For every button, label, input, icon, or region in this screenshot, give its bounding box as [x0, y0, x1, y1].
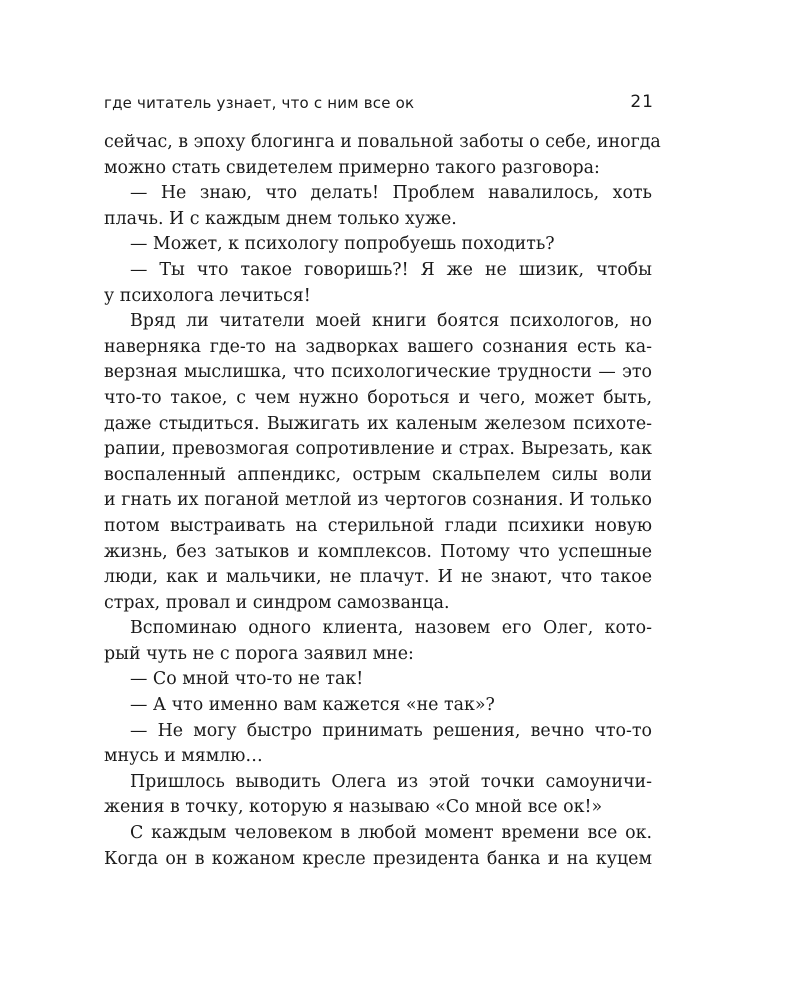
text-line: С каждым человеком в любой момент времени все ок. [130, 823, 652, 844]
text-line: верзная мыслишка, что психологические трудности — это [104, 362, 652, 383]
text-line: жизнь, без затыков и комплексов. Потому что успешные [104, 541, 652, 562]
text-line: — А что именно вам кажется «не так»? [130, 695, 495, 716]
text-line: — Не знаю, что делать! Проблем навалилось, хоть [130, 183, 652, 204]
text-line: у психолога лечиться! [104, 285, 311, 306]
text-line: Вряд ли читатели моей книги боятся психологов, но [130, 311, 652, 332]
text-line: плачь. И с каждым днем только хуже. [104, 208, 457, 229]
body-text [104, 130, 661, 872]
text-line: Пришлось выводить Олега из этой точки самоуничи- [130, 771, 652, 792]
text-line: и гнать их поганой метлой из чертогов сознания. И только [104, 490, 652, 511]
text-line: — Может, к психологу попробуешь походить? [130, 234, 555, 255]
text-line: даже стыдиться. Выжигать их каленым железом психоте- [104, 413, 652, 434]
text-line: — Ты что такое говоришь?! Я же не шизик, чтобы [130, 259, 652, 280]
text-line: — Со мной что-то не так! [130, 669, 364, 690]
text-line: что-то такое, с чем нужно бороться и чего, может быть, [104, 387, 652, 408]
running-title: где читатель узнает, что с ним все ок [104, 94, 415, 112]
text-line: мнусь и мямлю… [104, 746, 263, 767]
text-line: рапии, превозмогая сопротивление и страх. Вырезать, как [104, 439, 652, 460]
text-line: страх, провал и синдром самозванца. [104, 592, 450, 613]
text-line: воспаленный аппендикс, острым скальпелем силы воли [104, 464, 652, 485]
text-line: Вспоминаю одного клиента, назовем его Олег, кото- [130, 618, 652, 639]
text-line: сейчас, в эпоху блогинга и повальной заботы о себе, иногда [104, 132, 661, 152]
page-number: 21 [630, 92, 654, 112]
text-line: потом выстраивать на стерильной глади психики новую [104, 515, 652, 536]
text-line: можно стать свидетелем примерно такого разговора: [104, 157, 600, 178]
text-line: — Не могу быстро принимать решения, вечно что-то [130, 720, 652, 741]
text-line: люди, как и мальчики, не плачут. И не знают, что такое [104, 567, 652, 588]
text-line: жения в точку, которую я называю «Со мной все ок!» [104, 797, 603, 818]
text-line: рый чуть не с порога заявил мне: [104, 643, 414, 664]
text-line: Когда он в кожаном кресле президента банка и на куцем [104, 848, 652, 869]
text-line: наверняка где-то на задворках вашего сознания есть ка- [104, 336, 652, 357]
running-head [104, 92, 654, 116]
